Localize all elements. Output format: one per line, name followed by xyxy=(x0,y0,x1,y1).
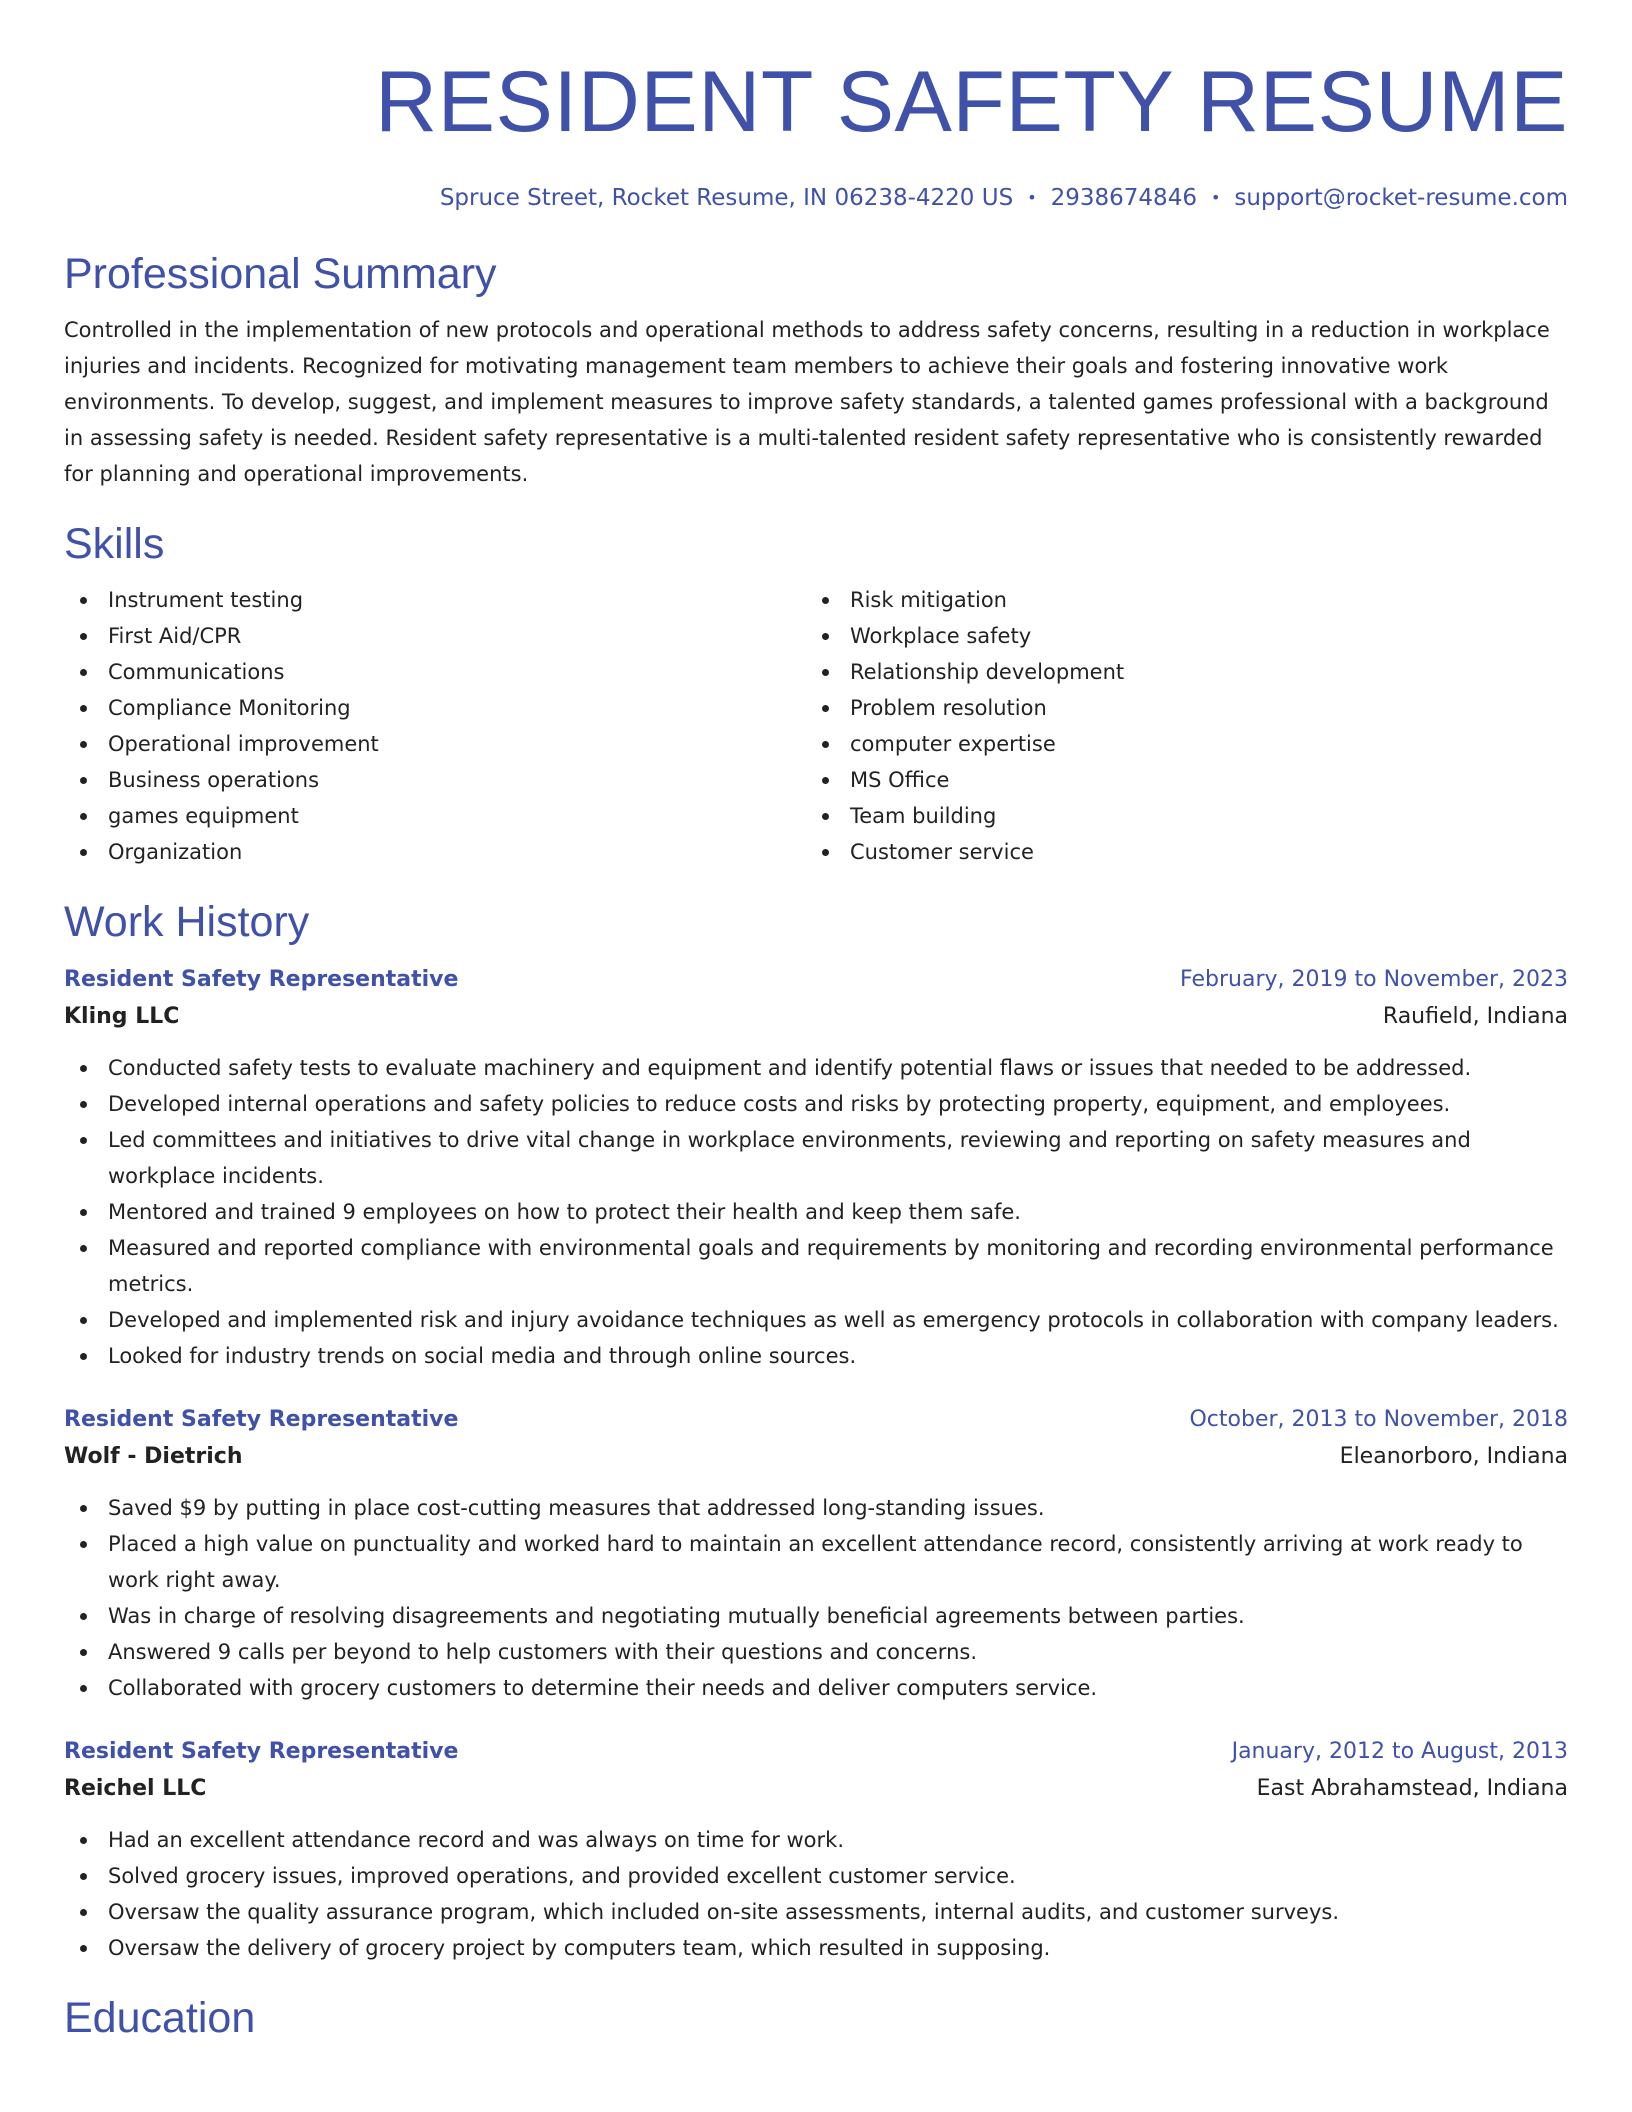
job-bullet-list xyxy=(64,1050,1568,1374)
job-header-row xyxy=(64,1402,1568,1438)
job-entry xyxy=(64,1402,1568,1706)
job-company: Kling LLC xyxy=(64,1004,180,1029)
skill-item: Workplace safety xyxy=(806,618,1548,654)
section-title-skills: Skills xyxy=(64,520,165,568)
contact-address: Spruce Street, Rocket Resume, IN 06238-4220 US xyxy=(439,185,1014,211)
job-dates: October, 2013 to November, 2018 xyxy=(1189,1407,1568,1432)
job-bullet: Solved grocery issues, improved operations, and provided excellent customer service. xyxy=(64,1858,1568,1894)
job-bullet: Oversaw the delivery of grocery project by computers team, which resulted in supposing. xyxy=(64,1930,1568,1966)
job-header-row xyxy=(64,1734,1568,1770)
contact-separator: • xyxy=(1210,188,1221,207)
job-company: Reichel LLC xyxy=(64,1776,207,1801)
skill-item: computer expertise xyxy=(806,726,1548,762)
job-company-row xyxy=(64,1438,1568,1476)
skill-item: Instrument testing xyxy=(64,582,806,618)
skill-item: Business operations xyxy=(64,762,806,798)
skills-list-left xyxy=(64,582,806,870)
job-bullet: Developed internal operations and safety policies to reduce costs and risks by protecting property, equipment, and employees. xyxy=(64,1086,1568,1122)
skills-list-right xyxy=(806,582,1548,870)
job-bullet: Mentored and trained 9 employees on how to protect their health and keep them safe. xyxy=(64,1194,1568,1230)
skill-item: First Aid/CPR xyxy=(64,618,806,654)
job-bullet: Conducted safety tests to evaluate machinery and equipment and identify potential flaws or issues that needed to be addressed. xyxy=(64,1050,1568,1086)
job-bullet-list xyxy=(64,1822,1568,1966)
job-bullet: Measured and reported compliance with environmental goals and requirements by monitoring and recording environmental performance metrics. xyxy=(64,1230,1568,1302)
job-location: Eleanorboro, Indiana xyxy=(1339,1444,1568,1469)
job-entry xyxy=(64,1734,1568,1966)
skill-item: Risk mitigation xyxy=(806,582,1548,618)
job-bullet: Placed a high value on punctuality and worked hard to maintain an excellent attendance record, consistently arriving at work ready to work right away. xyxy=(64,1526,1568,1598)
contact-phone: 2938674846 xyxy=(1050,185,1197,211)
skill-item: Operational improvement xyxy=(64,726,806,762)
skill-item: Relationship development xyxy=(806,654,1548,690)
job-dates: January, 2012 to August, 2013 xyxy=(1231,1739,1568,1764)
job-bullet: Was in charge of resolving disagreements and negotiating mutually beneficial agreements between parties. xyxy=(64,1598,1568,1634)
resume-name: RESIDENT SAFETY RESUME xyxy=(375,54,1568,150)
work-history-list xyxy=(64,962,1568,1966)
job-header-row xyxy=(64,962,1568,998)
job-bullet: Developed and implemented risk and injury avoidance techniques as well as emergency protocols in collaboration with company leaders. xyxy=(64,1302,1568,1338)
job-location: East Abrahamstead, Indiana xyxy=(1256,1776,1568,1801)
job-bullet: Had an excellent attendance record and was always on time for work. xyxy=(64,1822,1568,1858)
skill-item: Customer service xyxy=(806,834,1548,870)
job-title: Resident Safety Representative xyxy=(64,1407,459,1432)
job-title: Resident Safety Representative xyxy=(64,967,459,992)
summary-text: Controlled in the implementation of new protocols and operational methods to address safety concerns, resulting in a reduction in workplace injuries and incidents. Recognized for motivating management team members to achieve their goals and fostering innovative work environments. To develop, suggest, and implement measures to improve safety standards, a talented games professional with a background in assessing safety is needed. Resident safety representative is a multi-talented resident safety representative who is consistently rewarded for planning and operational improvements. xyxy=(64,318,1550,486)
job-bullet: Led committees and initiatives to drive vital change in workplace environments, reviewing and reporting on safety measures and workplace incidents. xyxy=(64,1122,1568,1194)
job-bullet-list xyxy=(64,1490,1568,1706)
section-title-summary: Professional Summary xyxy=(64,250,497,298)
section-title-work-history: Work History xyxy=(64,898,310,946)
skill-item: Compliance Monitoring xyxy=(64,690,806,726)
skill-item: Team building xyxy=(806,798,1548,834)
job-bullet: Answered 9 calls per beyond to help customers with their questions and concerns. xyxy=(64,1634,1568,1670)
skill-item: Communications xyxy=(64,654,806,690)
job-title: Resident Safety Representative xyxy=(64,1739,459,1764)
skill-item: MS Office xyxy=(806,762,1548,798)
job-bullet: Oversaw the quality assurance program, which included on-site assessments, internal audits, and customer surveys. xyxy=(64,1894,1568,1930)
job-entry xyxy=(64,962,1568,1374)
job-bullet: Looked for industry trends on social media and through online sources. xyxy=(64,1338,1568,1374)
job-bullet: Collaborated with grocery customers to determine their needs and deliver computers service. xyxy=(64,1670,1568,1706)
contact-line xyxy=(64,182,1568,214)
job-company-row xyxy=(64,998,1568,1036)
contact-email: support@rocket-resume.com xyxy=(1234,185,1568,211)
job-company: Wolf - Dietrich xyxy=(64,1444,243,1469)
skill-item: Organization xyxy=(64,834,806,870)
job-bullet: Saved $9 by putting in place cost-cutting measures that addressed long-standing issues. xyxy=(64,1490,1568,1526)
job-company-row xyxy=(64,1770,1568,1808)
section-title-education: Education xyxy=(64,1994,256,2042)
skill-item: Problem resolution xyxy=(806,690,1548,726)
contact-separator: • xyxy=(1027,188,1037,207)
skill-item: games equipment xyxy=(64,798,806,834)
skills-columns xyxy=(64,582,1568,870)
job-dates: February, 2019 to November, 2023 xyxy=(1180,967,1568,992)
job-location: Raufield, Indiana xyxy=(1382,1004,1568,1029)
